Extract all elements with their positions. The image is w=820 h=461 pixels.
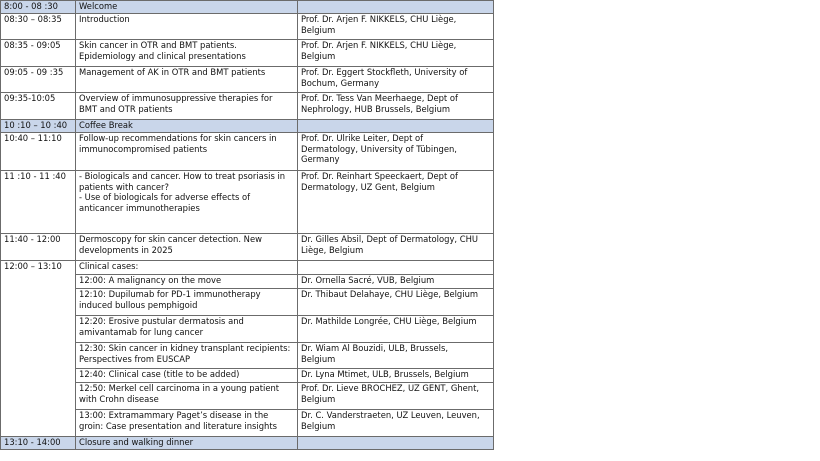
speaker-cell: Dr. Gilles Absil, Dept of Dermatology, CHU Liège, Belgium [298, 234, 494, 261]
speaker-cell: Dr. Thibaut Delahaye, CHU Liège, Belgium [298, 289, 494, 316]
table-row [1, 133, 494, 171]
speaker-cell: Dr. Lyna Mtimet, ULB, Brussels, Belgium [298, 369, 494, 383]
session-title: Follow-up recommendations for skin cancers in immunocompromised patients [76, 133, 298, 171]
time-cell: 13:10 - 14:00 [1, 437, 76, 450]
session-title: Closure and walking dinner [76, 437, 298, 450]
time-cell: 10 :10 – 10 :40 [1, 120, 76, 133]
speaker-cell [298, 261, 494, 275]
table-row [1, 234, 494, 261]
time-cell: 8:00 - 08 :30 [1, 1, 76, 14]
table-row [1, 14, 494, 40]
speaker-cell: Prof. Dr. Reinhart Speeckaert, Dept of Dermatology, UZ Gent, Belgium [298, 171, 494, 234]
time-cell: 10:40 – 11:10 [1, 133, 76, 171]
session-title: Coffee Break [76, 120, 298, 133]
speaker-cell: Prof. Dr. Lieve BROCHEZ, UZ GENT, Ghent, Belgium [298, 383, 494, 410]
speaker-cell [298, 1, 494, 14]
speaker-cell: Dr. C. Vanderstraeten, UZ Leuven, Leuven, Belgium [298, 410, 494, 437]
session-title: Welcome [76, 1, 298, 14]
session-title: 12:10: Dupilumab for PD-1 immunotherapy induced bullous pemphigoid [76, 289, 298, 316]
session-title: Clinical cases: [76, 261, 298, 275]
table-row [1, 120, 494, 133]
session-title: Management of AK in OTR and BMT patients [76, 67, 298, 93]
session-title: Skin cancer in OTR and BMT patients. Epidemiology and clinical presentations [76, 40, 298, 67]
speaker-cell [298, 437, 494, 450]
session-title: Overview of immunosuppressive therapies for BMT and OTR patients [76, 93, 298, 120]
time-cell: 08:35 - 09:05 [1, 40, 76, 67]
table-row [1, 261, 494, 275]
speaker-cell [298, 120, 494, 133]
time-cell: 12:00 – 13:10 [1, 261, 76, 437]
time-cell: 09:05 - 09 :35 [1, 67, 76, 93]
speaker-cell: Prof. Dr. Arjen F. NIKKELS, CHU Liège, Belgium [298, 14, 494, 40]
session-title: 12:30: Skin cancer in kidney transplant recipients: Perspectives from EUSCAP [76, 343, 298, 369]
table-row [1, 171, 494, 234]
table-row [1, 93, 494, 120]
session-title: Dermoscopy for skin cancer detection. New developments in 2025 [76, 234, 298, 261]
session-title: Introduction [76, 14, 298, 40]
speaker-cell: Prof. Dr. Tess Van Meerhaege, Dept of Nephrology, HUB Brussels, Belgium [298, 93, 494, 120]
speaker-cell: Dr. Ornella Sacré, VUB, Belgium [298, 275, 494, 289]
time-cell: 11 :10 - 11 :40 [1, 171, 76, 234]
table-row [1, 67, 494, 93]
session-title: 12:00: A malignancy on the move [76, 275, 298, 289]
session-title: 12:40: Clinical case (title to be added) [76, 369, 298, 383]
table-row [1, 437, 494, 450]
table-row [1, 40, 494, 67]
session-title: - Biologicals and cancer. How to treat psoriasis in patients with cancer? - Use of biologicals for adverse effects of anticancer immunotherapies [76, 171, 298, 234]
speaker-cell: Prof. Dr. Eggert Stockfleth, University of Bochum, Germany [298, 67, 494, 93]
time-cell: 08:30 – 08:35 [1, 14, 76, 40]
table-row [1, 1, 494, 14]
session-title: 12:20: Erosive pustular dermatosis and amivantamab for lung cancer [76, 316, 298, 343]
speaker-cell: Prof. Dr. Arjen F. NIKKELS, CHU Liège, Belgium [298, 40, 494, 67]
speaker-cell: Dr. Wiam Al Bouzidi, ULB, Brussels, Belgium [298, 343, 494, 369]
session-title: 13:00: Extramammary Paget’s disease in the groin: Case presentation and literature insights [76, 410, 298, 437]
time-cell: 11:40 - 12:00 [1, 234, 76, 261]
time-cell: 09:35-10:05 [1, 93, 76, 120]
speaker-cell: Dr. Mathilde Longrée, CHU Liège, Belgium [298, 316, 494, 343]
session-title: 12:50: Merkel cell carcinoma in a young patient with Crohn disease [76, 383, 298, 410]
speaker-cell: Prof. Dr. Ulrike Leiter, Dept of Dermatology, University of Tübingen, Germany [298, 133, 494, 171]
